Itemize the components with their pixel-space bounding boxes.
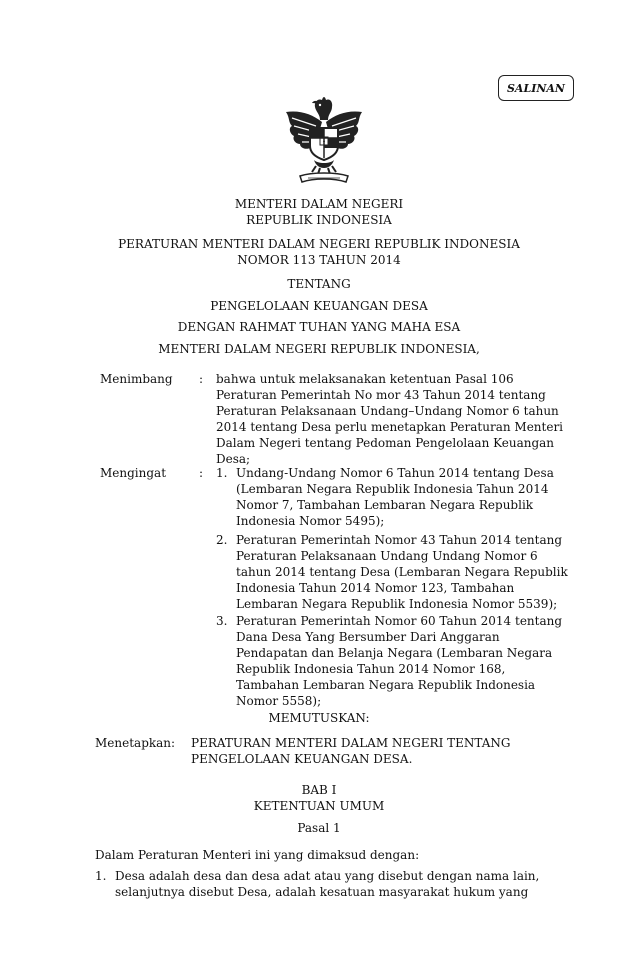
definition-line: Desa adalah desa dan desa adat atau yang disebut dengan nama lain, [115, 869, 540, 883]
mengingat-line: Indonesia Tahun 2014 Nomor 123, Tambahan [236, 581, 515, 595]
garuda-emblem-icon [282, 92, 366, 188]
mengingat-line: Nomor 5558); [236, 694, 322, 708]
mengingat-line: Peraturan Pemerintah Nomor 60 Tahun 2014 tentang [236, 614, 563, 628]
mengingat-item-2 [236, 532, 568, 612]
salinan-label: SALINAN [506, 81, 565, 95]
menetapkan-line: PENGELOLAAN KEUANGAN DESA. [191, 752, 413, 766]
article-number: Pasal 1 [297, 821, 341, 835]
mengingat-item-1 [236, 465, 554, 529]
mengingat-item-3 [236, 613, 562, 709]
menimbang-line: bahwa untuk melaksanakan ketentuan Pasal 106 [216, 372, 514, 386]
mengingat-line: Indonesia Nomor 5495); [236, 514, 385, 528]
regulation-subject: PENGELOLAAN KEUANGAN DESA [210, 299, 428, 313]
menetapkan-label: Menetapkan: [95, 736, 176, 750]
regulation-title: PERATURAN MENTERI DALAM NEGERI REPUBLIK INDONESIA [118, 237, 520, 251]
mengingat-label: Mengingat [100, 466, 167, 480]
definitions-intro [95, 847, 419, 863]
republic-heading: REPUBLIK INDONESIA [246, 213, 392, 227]
mengingat-line: Nomor 7, Tambahan Lembaran Negara Republik [236, 498, 534, 512]
mengingat-line: Peraturan Pelaksanaan Undang Undang Nomor 6 [236, 549, 538, 563]
menimbang-line: Desa; [216, 452, 251, 466]
mengingat-line: Pendapatan dan Belanja Negara (Lembaran Negara [236, 646, 553, 660]
menimbang-text [216, 371, 563, 467]
menimbang-label: Menimbang [100, 372, 173, 386]
menetapkan-line: PERATURAN MENTERI DALAM NEGERI TENTANG [191, 736, 511, 750]
mengingat-line: Peraturan Pemerintah Nomor 43 Tahun 2014 tentang [236, 533, 563, 547]
minister-heading: MENTERI DALAM NEGERI [234, 197, 404, 211]
mengingat-colon: : [199, 466, 204, 480]
mengingat-line: Tambahan Lembaran Negara Republik Indonesia [236, 678, 536, 692]
mengingat-item-number: 2. [216, 533, 228, 547]
definitions-intro-text: Dalam Peraturan Menteri ini yang dimaksud dengan: [95, 848, 420, 862]
about-label: TENTANG [287, 277, 351, 291]
menimbang-line: Dalam Negeri tentang Pedoman Pengelolaan Keuangan [216, 436, 555, 450]
mengingat-line: Republik Indonesia Tahun 2014 Nomor 168, [236, 662, 506, 676]
chapter-title: KETENTUAN UMUM [253, 799, 385, 813]
mengingat-line: Lembaran Negara Republik Indonesia Nomor 5539); [236, 597, 558, 611]
grace-statement: DENGAN RAHMAT TUHAN YANG MAHA ESA [177, 320, 461, 334]
menimbang-line: Peraturan Pelaksanaan Undang–Undang Nomor 6 tahun [216, 404, 559, 418]
mengingat-line: Undang-Undang Nomor 6 Tahun 2014 tentang Desa [236, 466, 554, 480]
mengingat-line: (Lembaran Negara Republik Indonesia Tahun 2014 [236, 482, 549, 496]
definition-number: 1. [95, 869, 107, 883]
chapter-number: BAB I [301, 783, 337, 797]
definition-item [115, 868, 539, 900]
mengingat-line: tahun 2014 tentang Desa (Lembaran Negara Republik [236, 565, 568, 579]
menimbang-line: 2014 tentang Desa perlu menetapkan Peraturan Menteri [216, 420, 564, 434]
decision-heading: MEMUTUSKAN: [268, 711, 370, 725]
definition-line: selanjutnya disebut Desa, adalah kesatuan masyarakat hukum yang [115, 885, 529, 899]
issuer-statement: MENTERI DALAM NEGERI REPUBLIK INDONESIA, [158, 342, 480, 356]
salinan-stamp [498, 75, 574, 101]
mengingat-item-number: 3. [216, 614, 228, 628]
menetapkan-text [191, 735, 511, 767]
menimbang-line: Peraturan Pemerintah No mor 43 Tahun 2014 tentang [216, 388, 546, 402]
regulation-number: NOMOR 113 TAHUN 2014 [237, 253, 401, 267]
menimbang-colon: : [199, 372, 204, 386]
mengingat-item-number: 1. [216, 466, 228, 480]
mengingat-line: Dana Desa Yang Bersumber Dari Anggaran [236, 630, 500, 644]
